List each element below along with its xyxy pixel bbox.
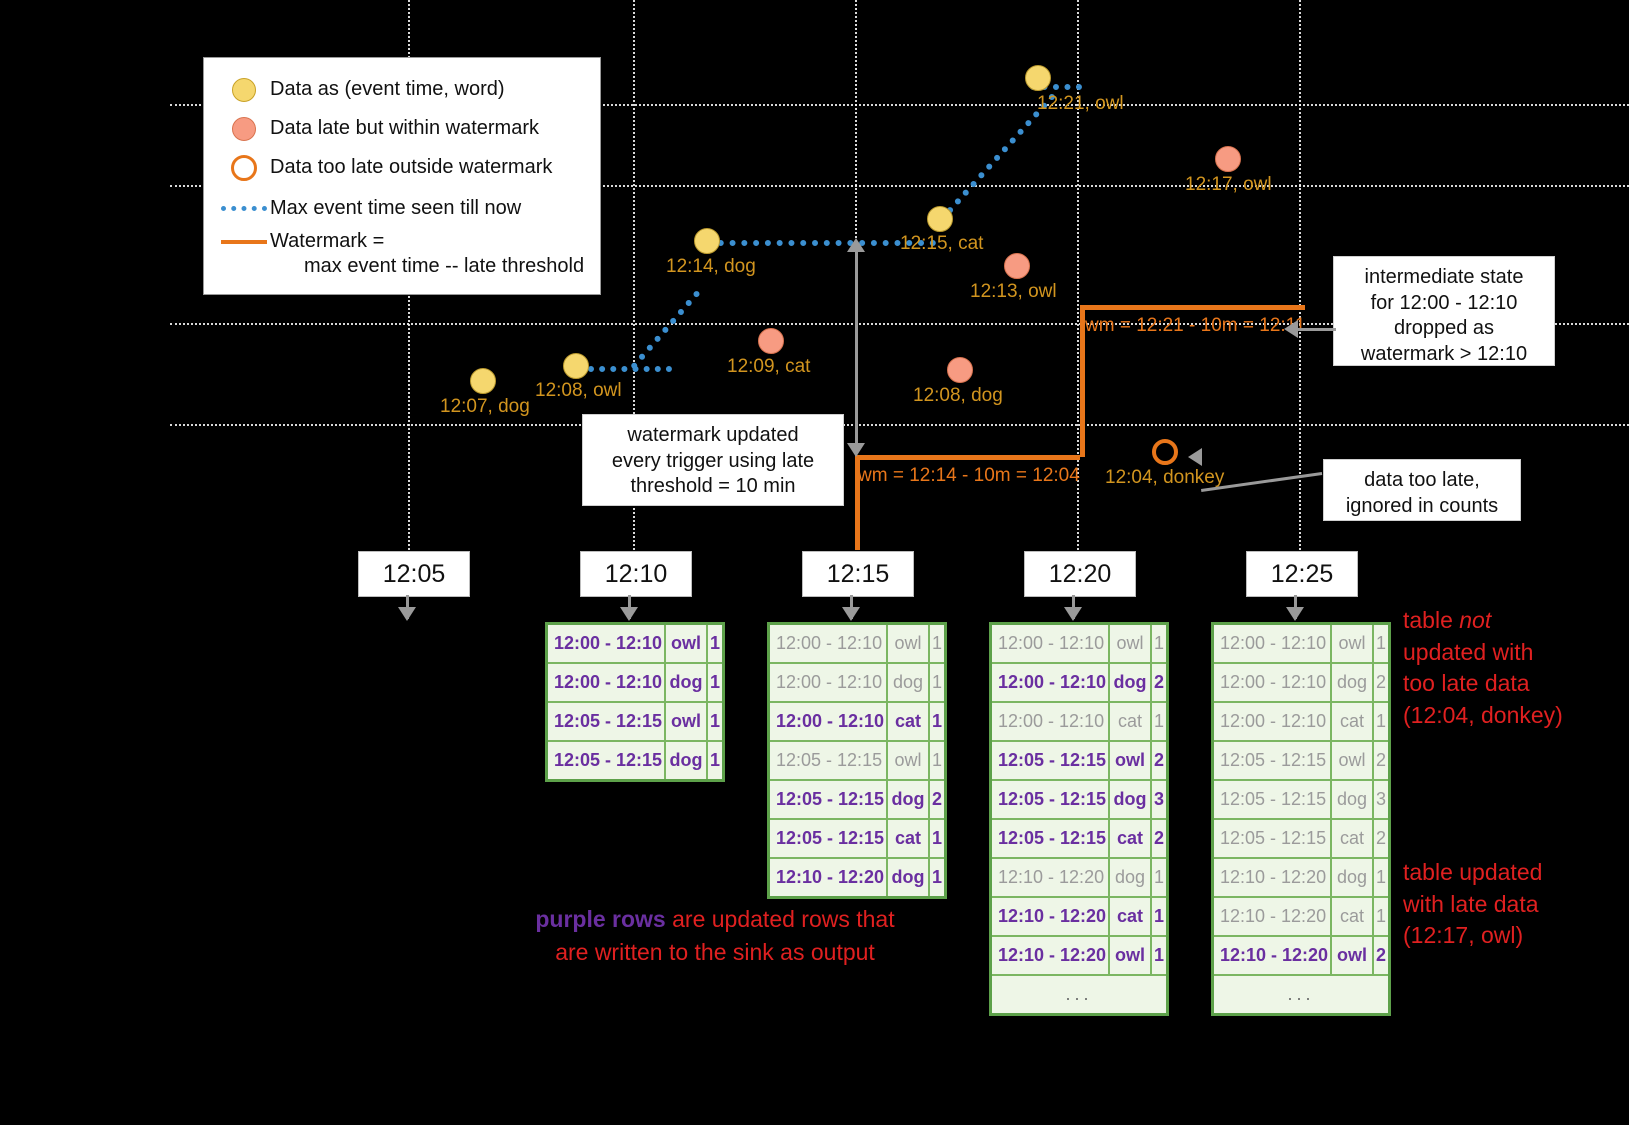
legend-label: Data late but within watermark	[270, 117, 540, 139]
table-row	[1214, 820, 1388, 859]
table-row	[770, 859, 944, 896]
table-cell-word: cat	[888, 703, 930, 740]
max-event-time-line	[630, 290, 701, 370]
tick-1205: 12:05	[358, 551, 470, 597]
table-cell-window: 12:00 - 12:10	[1214, 625, 1332, 662]
table-cell-window: 12:05 - 12:15	[1214, 742, 1332, 779]
result-table-1215	[767, 622, 947, 899]
data-point-1208-dog	[947, 357, 973, 383]
table-row	[548, 703, 722, 742]
arrow-head-icon	[398, 607, 416, 621]
table-cell-window: 12:10 - 12:20	[992, 859, 1110, 896]
table-cell-count: 1	[709, 672, 720, 692]
legend-label-secondary: max event time -- late threshold	[304, 255, 585, 277]
table-cell-word: cat	[1110, 820, 1152, 857]
table-cell-count: 1	[931, 633, 942, 653]
table-cell-word: cat	[1332, 820, 1374, 857]
data-point-1215-cat	[927, 206, 953, 232]
table-row	[1214, 859, 1388, 898]
data-point-1207-dog	[470, 368, 496, 394]
table-row	[548, 742, 722, 779]
table-cell-word: dog	[888, 859, 930, 896]
table-cell-word: owl	[666, 625, 708, 662]
legend-item-late-within	[218, 109, 586, 148]
arrow-head-icon	[842, 607, 860, 621]
table-row	[770, 781, 944, 820]
table-cell-count: 2	[1375, 672, 1386, 692]
callout-line: every trigger using late	[611, 449, 815, 472]
gridline-vertical	[1299, 0, 1301, 570]
callout-arrow	[1296, 328, 1336, 331]
arrow-head-icon	[1188, 448, 1202, 466]
table-cell-word: owl	[1332, 742, 1374, 779]
table-cell-window: 12:00 - 12:10	[992, 703, 1110, 740]
table-cell-window: 12:00 - 12:10	[992, 625, 1110, 662]
note-line: with late data	[1403, 890, 1539, 917]
table-cell-count: 1	[709, 711, 720, 731]
table-cell-count: 1	[1153, 867, 1164, 887]
legend-item-max-event-time	[218, 187, 586, 229]
table-row	[1214, 976, 1388, 1013]
table-cell-count: 2	[1153, 750, 1164, 770]
callout-data-too-late	[1323, 459, 1521, 521]
table-cell-word: owl	[1110, 742, 1152, 779]
data-point-label: 12:08, owl	[535, 380, 622, 401]
table-cell-count: 1	[1153, 711, 1164, 731]
table-cell-window: 12:05 - 12:15	[992, 781, 1110, 818]
table-cell-word: cat	[1332, 898, 1374, 935]
table-row	[1214, 742, 1388, 781]
table-row	[1214, 625, 1388, 664]
table-cell-count: 1	[931, 750, 942, 770]
data-point-label: 12:21, owl	[1037, 93, 1124, 114]
callout-line: intermediate state	[1364, 266, 1524, 288]
table-cell-count: 3	[1153, 789, 1164, 809]
result-table-1220	[989, 622, 1169, 1016]
data-point-label: 12:15, cat	[900, 233, 984, 254]
data-point-label: 12:09, cat	[727, 356, 811, 377]
table-cell-count: 2	[1375, 828, 1386, 848]
table-cell-word: dog	[1110, 859, 1152, 896]
table-cell-word: dog	[1332, 859, 1374, 896]
table-cell-window: 12:10 - 12:20	[1214, 898, 1332, 935]
table-cell-count: 1	[931, 867, 942, 887]
callout-line: data too late,	[1364, 469, 1480, 491]
legend-label: Watermark =	[270, 230, 385, 252]
callout-line: threshold = 10 min	[630, 475, 796, 498]
table-cell-word: cat	[1110, 703, 1152, 740]
table-row	[770, 703, 944, 742]
hollow-circle-icon	[218, 155, 270, 181]
table-cell-window: 12:05 - 12:15	[770, 820, 888, 857]
arrow-head-icon	[847, 238, 865, 252]
table-row	[1214, 937, 1388, 976]
table-cell-word: owl	[888, 625, 930, 662]
table-cell-count: 2	[1375, 750, 1386, 770]
table-cell-window: 12:05 - 12:15	[770, 781, 888, 818]
table-row	[992, 664, 1166, 703]
table-cell-window: 12:00 - 12:10	[1214, 703, 1332, 740]
table-cell-window: 12:00 - 12:10	[1214, 664, 1332, 701]
table-cell-window: 12:00 - 12:10	[770, 625, 888, 662]
table-cell-window: 12:00 - 12:10	[992, 664, 1110, 701]
table-cell-window: 12:05 - 12:15	[770, 742, 888, 779]
table-cell-count: 1	[1153, 906, 1164, 926]
data-point-label: 12:08, dog	[913, 385, 1003, 406]
table-cell-window: 12:10 - 12:20	[770, 859, 888, 896]
legend-label: Data too late outside watermark	[270, 156, 553, 178]
table-row	[770, 820, 944, 859]
table-cell-count: 1	[709, 633, 720, 653]
watermark-label-low: wm = 12:14 - 10m = 12:04	[858, 465, 1080, 486]
table-row	[1214, 781, 1388, 820]
note-line: (12:17, owl)	[1403, 922, 1524, 949]
legend-item-data	[218, 70, 586, 109]
table-row	[770, 664, 944, 703]
table-cell-word: owl	[1332, 625, 1374, 662]
data-point-1214-dog	[694, 228, 720, 254]
result-table-1225	[1211, 622, 1391, 1016]
dashed-line-icon	[218, 206, 270, 211]
note-line: too late data	[1403, 670, 1530, 697]
data-point-label: 12:14, dog	[666, 256, 756, 277]
table-cell-word: cat	[1332, 703, 1374, 740]
table-cell-ellipsis: ...	[1287, 984, 1315, 1004]
table-row	[992, 937, 1166, 976]
table-cell-word: cat	[888, 820, 930, 857]
callout-watermark-updated	[582, 414, 844, 506]
table-cell-window: 12:00 - 12:10	[770, 703, 888, 740]
callout-line: for 12:00 - 12:10	[1370, 291, 1518, 314]
table-cell-window: 12:05 - 12:15	[992, 742, 1110, 779]
note-line: table updated	[1403, 859, 1543, 885]
table-row	[1214, 664, 1388, 703]
table-cell-word: owl	[1110, 937, 1152, 974]
table-cell-count: 2	[931, 789, 942, 809]
table-cell-word: owl	[1110, 625, 1152, 662]
late-threshold-arrow	[855, 248, 858, 448]
data-point-label: 12:07, dog	[440, 396, 530, 417]
table-cell-count: 1	[931, 711, 942, 731]
tick-1210: 12:10	[580, 551, 692, 597]
data-point-label: 12:04, donkey	[1105, 467, 1225, 488]
salmon-dot-icon	[218, 117, 270, 141]
legend-item-too-late	[218, 148, 586, 187]
purple-rows-emphasis: purple rows	[535, 906, 666, 932]
table-cell-window: 12:00 - 12:10	[548, 625, 666, 662]
data-point-1204-donkey	[1152, 439, 1178, 465]
max-event-time-line	[588, 366, 672, 372]
table-cell-count: 1	[1375, 711, 1386, 731]
data-point-label: 12:17, owl	[1185, 174, 1272, 195]
callout-line: ignored in counts	[1345, 494, 1499, 517]
table-cell-window: 12:05 - 12:15	[1214, 820, 1332, 857]
callout-line: watermark updated	[627, 424, 799, 446]
data-point-label: 12:13, owl	[970, 281, 1057, 302]
note-line: are written to the sink as output	[555, 939, 875, 966]
tick-1215: 12:15	[802, 551, 914, 597]
table-cell-count: 1	[1375, 867, 1386, 887]
table-row	[992, 742, 1166, 781]
table-row	[992, 625, 1166, 664]
data-point-1213-owl	[1004, 253, 1030, 279]
watermark-line	[1080, 305, 1305, 310]
table-cell-count: 1	[1153, 633, 1164, 653]
watermark-line	[855, 455, 1080, 460]
yellow-dot-icon	[218, 78, 270, 102]
table-cell-count: 2	[1375, 945, 1386, 965]
table-cell-window: 12:00 - 12:10	[548, 664, 666, 701]
table-cell-word: owl	[666, 703, 708, 740]
table-cell-word: dog	[1332, 664, 1374, 701]
table-cell-window: 12:05 - 12:15	[548, 703, 666, 740]
table-row	[1214, 703, 1388, 742]
arrow-head-icon	[1064, 607, 1082, 621]
data-point-1209-cat	[758, 328, 784, 354]
gridline-horizontal	[170, 424, 1629, 426]
table-cell-word: owl	[1332, 937, 1374, 974]
table-cell-count: 1	[931, 828, 942, 848]
table-cell-count: 2	[1153, 828, 1164, 848]
table-cell-count: 1	[1375, 906, 1386, 926]
table-row	[992, 976, 1166, 1013]
table-row	[770, 625, 944, 664]
arrow-head-icon	[847, 443, 865, 457]
table-cell-window: 12:10 - 12:20	[992, 937, 1110, 974]
legend-item-watermark	[218, 229, 586, 287]
table-cell-window: 12:00 - 12:10	[770, 664, 888, 701]
note-not-updated	[1403, 605, 1623, 732]
table-cell-count: 2	[1153, 672, 1164, 692]
table-cell-count: 3	[1375, 789, 1386, 809]
callout-line: dropped as	[1393, 317, 1495, 340]
table-cell-window: 12:05 - 12:15	[992, 820, 1110, 857]
legend-label: Max event time seen till now	[270, 196, 522, 219]
table-cell-word: dog	[666, 664, 708, 701]
table-cell-word: dog	[1110, 664, 1152, 701]
table-cell-ellipsis: ...	[1065, 984, 1093, 1004]
note-line: table not	[1403, 607, 1492, 633]
note-purple-rows	[500, 903, 930, 970]
arrow-head-icon	[1286, 607, 1304, 621]
table-row	[992, 898, 1166, 937]
data-point-1208-owl	[563, 353, 589, 379]
arrow-head-icon	[1284, 320, 1298, 338]
table-row	[992, 820, 1166, 859]
tick-1225: 12:25	[1246, 551, 1358, 597]
table-cell-word: dog	[666, 742, 708, 779]
note-line: (12:04, donkey)	[1403, 702, 1563, 729]
table-row	[992, 859, 1166, 898]
result-table-1210	[545, 622, 725, 782]
table-cell-word: dog	[1332, 781, 1374, 818]
data-point-1221-owl	[1025, 65, 1051, 91]
table-row	[548, 625, 722, 664]
table-cell-window: 12:10 - 12:20	[1214, 937, 1332, 974]
legend-label: Data as (event time, word)	[270, 78, 505, 100]
table-cell-window: 12:05 - 12:15	[548, 742, 666, 779]
data-point-1217-owl	[1215, 146, 1241, 172]
table-row	[1214, 898, 1388, 937]
note-updated-late	[1403, 857, 1623, 952]
arrow-head-icon	[620, 607, 638, 621]
legend	[203, 57, 601, 295]
callout-intermediate-state	[1333, 256, 1555, 366]
table-row	[548, 664, 722, 703]
tick-1220: 12:20	[1024, 551, 1136, 597]
table-cell-window: 12:05 - 12:15	[1214, 781, 1332, 818]
table-cell-window: 12:10 - 12:20	[1214, 859, 1332, 896]
note-line	[500, 903, 930, 936]
table-cell-word: cat	[1110, 898, 1152, 935]
table-cell-count: 1	[709, 750, 720, 770]
solid-line-icon	[218, 229, 270, 244]
table-cell-window: 12:10 - 12:20	[992, 898, 1110, 935]
purple-rows-rest: are updated rows that	[665, 906, 895, 932]
watermark-label-high: wm = 12:21 - 10m = 12:11	[1085, 315, 1306, 336]
table-cell-count: 1	[1375, 633, 1386, 653]
table-cell-count: 1	[1153, 945, 1164, 965]
note-line: updated with	[1403, 638, 1534, 665]
table-row	[770, 742, 944, 781]
table-cell-count: 1	[931, 672, 942, 692]
table-row	[992, 781, 1166, 820]
table-cell-word: dog	[888, 781, 930, 818]
table-row	[992, 703, 1166, 742]
callout-line: watermark > 12:10	[1360, 342, 1528, 365]
table-cell-word: owl	[888, 742, 930, 779]
table-cell-word: dog	[1110, 781, 1152, 818]
table-cell-word: dog	[888, 664, 930, 701]
